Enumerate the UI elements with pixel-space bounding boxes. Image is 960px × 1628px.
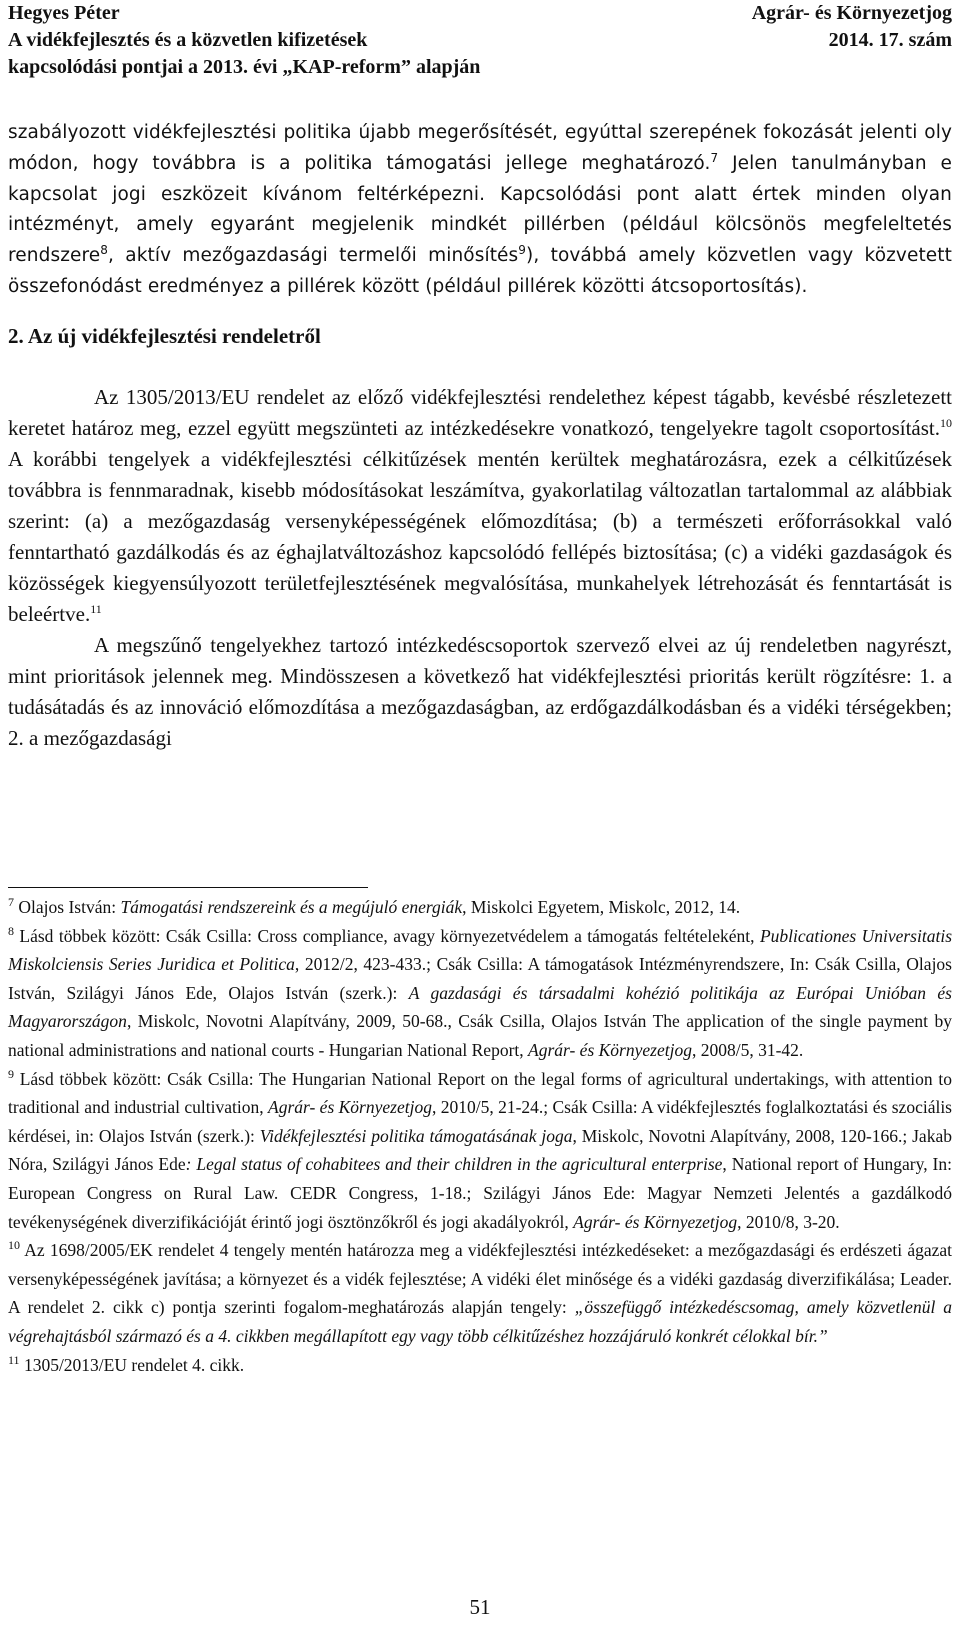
footnote-number: 7	[8, 895, 14, 910]
header-journal: Agrár- és Környezetjog	[751, 2, 952, 24]
text-run: Lásd többek között: Csák Csilla: The Hungarian National Report on the legal forms of agricultural undertakings, with attention to traditional and industrial cultivation,	[8, 1068, 952, 1118]
italic-title: Támogatási rendszereink és a megújuló energiák	[120, 897, 463, 917]
italic-title: Agrár- és Környezetjog	[573, 1211, 738, 1232]
italic-title: Agrár- és Környezetjog	[268, 1097, 432, 1118]
text-run: ), továbbá amely közvetlen vagy közvetett összefonódást eredményez a pillérek között (például pillérek közötti átcsoportosítás).	[8, 245, 952, 297]
header-title-line2: kapcsolódási pontjai a 2013. évi „KAP-reform” alapján	[8, 56, 481, 78]
page-number: 51	[469, 1595, 491, 1619]
text-run: 1305/2013/EU rendelet 4. cikk.	[19, 1354, 245, 1375]
header-right	[752, 0, 952, 54]
text-run: , Miskolci Egyetem, Miskolc, 2012, 14.	[462, 897, 741, 917]
footnote-9	[8, 1065, 952, 1237]
italic-title: : Legal status of cohabitees and their children in the agricultural enterprise	[185, 1154, 723, 1175]
italic-title: A gazdasági és társadalmi kohézió politikája az Európai Unióban és Magyarországon	[8, 982, 952, 1032]
footnotes	[8, 893, 952, 1379]
footnote-ref[interactable]: 8	[100, 243, 109, 258]
footnote-ref[interactable]: 7	[710, 150, 719, 165]
footnote-separator	[8, 887, 368, 888]
page-header	[8, 0, 952, 86]
text-run: , Miskolc, Novotni Alapítvány, 2008, 120-166.; Jakab Nóra, Szilágyi János Ede	[8, 1125, 952, 1175]
text-run: Jelen tanulmányban e kapcsolat jogi eszközeit kívánom feltérképezni. Kapcsolódási pont alatt értek minden olyan intézményt, amely egyaránt megjelenik mindkét pillérben (például kölcsönös megfeleltetés rendszere	[8, 152, 952, 267]
italic-title: Publicationes Universitatis Miskolciensis Series Juridica et Politica	[8, 925, 953, 975]
italic-quote: „összefüggő intézkedéscsomag, amely közvetlenül a végrehajtásból származó és a 4. cikkben megállapított egy vagy több célkitűzéshez hozzájáruló konkrét célokkal bír.”	[8, 1297, 952, 1346]
text-run: A korábbi tengelyek a vidékfejlesztési célkitűzések mentén kerültek meghatározásra, ezek a célkitűzések továbbra is fennmaradnak, kisebb módosításokat leszámítva, gyakorlatilag változatlan tartalommal az alábbiak szerint: (a) a mezőgazdaság versenyképességének előmozdítása; (b) a természeti erőforrásokkal való fenntartható gazdálkodás és az éghajlatváltozáshoz kapcsolódó fellépés biztosítása; (c) a vidéki gazdaságok és közösségek kiegyensúlyozott területfejlesztésének megvalósítása, munkahelyek létrehozását és fenntartását is beleértve.	[8, 446, 952, 626]
paragraph-intro	[8, 118, 952, 303]
footnote-7	[8, 893, 952, 922]
text-run: , National report of Hungary, In: European Congress on Rural Law. CEDR Congress, 1-18.; Szilágyi János Ede: Magyar Nemzeti Jelentés a gazdálkodó tevékenységének diverzifikációját érintő jogi ösztönzőkről és jogi akadályokról,	[8, 1154, 952, 1232]
main-content	[8, 118, 952, 754]
header-left	[8, 0, 480, 81]
footnote-10	[8, 1236, 952, 1350]
text-run: Lásd többek között: Csák Csilla: Cross compliance, avagy környezetvédelem a támogatás feltételeként,	[14, 925, 760, 946]
text-run: Az 1698/2005/EK rendelet 4 tengely mentén határozza meg a vidékfejlesztési intézkedéseket: a mezőgazdasági és erdészeti ágazat versenyképességének javítása; a környezet és a vidék fejlesztése; A vidéki élet minősége és a vidéki gazdaság diverzifikálása; Leader. A rendelet 2. cikk c) pontja szerinti fogalom-meghatározás alapján tengely:	[8, 1240, 952, 1318]
footnote-ref[interactable]: 10	[940, 415, 952, 430]
text-run: Olajos István:	[14, 897, 121, 917]
text-run: , aktív mezőgazdasági termelői minősítés	[108, 245, 519, 267]
paragraph-regulation	[8, 382, 952, 630]
paragraph-priorities: A megszűnő tengelyekhez tartozó intézkedéscsoportok szervező elvei az új rendeletben nagyrészt, mint prioritások jelennek meg. Mindösszesen a következő hat vidékfejlesztési prioritás került rögzítésre: 1. a tudásátadás és az innováció előmozdítása a mezőgazdaságban, az erdőgazdálkodásban és a vidéki térségekben; 2. a mezőgazdasági	[8, 632, 952, 750]
text-run: , 2012/2, 423-433.; Csák Csilla: A támogatások Intézményrendszere, In: Csák Csilla, Olajos István, Szilágyi János Ede, Olajos István (szerk.):	[8, 954, 952, 1003]
header-author: Hegyes Péter	[8, 2, 120, 24]
header-issue: 2014. 17. szám	[828, 29, 952, 51]
footnote-number: 8	[8, 923, 14, 938]
footnote-ref[interactable]: 9	[518, 243, 527, 258]
text-run: , 2010/5, 21-24.; Csák Csilla: A vidékfejlesztés foglalkoztatási és szociális kérdései, in: Olajos István (szerk.):	[8, 1097, 952, 1146]
italic-title: Agrár- és Környezetjog	[528, 1039, 692, 1060]
header-title-line1: A vidékfejlesztés és a közvetlen kifizetések	[8, 29, 368, 51]
text-run: , 2010/8, 3-20.	[737, 1211, 840, 1232]
footnote-number: 10	[8, 1238, 20, 1253]
text-run: , Miskolc, Novotni Alapítvány, 2009, 50-68., Csák Csilla, Olajos István The application of the single payment by national administrations and national courts - Hungarian National Report,	[8, 1011, 952, 1060]
footnote-8	[8, 922, 952, 1065]
italic-title: Vidékfejlesztési politika támogatásának joga	[259, 1125, 573, 1146]
footnote-number: 11	[8, 1352, 20, 1367]
section-heading: 2. Az új vidékfejlesztési rendeletről	[8, 323, 321, 348]
text-run: szabályozott vidékfejlesztési politika újabb megerősítését, egyúttal szerepének fokozását jelenti oly módon, hogy továbbra is a politika támogatási jellege meghatározó.	[8, 122, 952, 174]
text-run: , 2008/5, 31-42.	[691, 1039, 804, 1060]
footnote-11	[8, 1351, 952, 1380]
footnote-ref[interactable]: 11	[90, 601, 102, 616]
footnote-number: 9	[8, 1066, 14, 1081]
text-run: Az 1305/2013/EU rendelet az előző vidékfejlesztési rendelethez képest tágabb, kevésbé részletezett keretet határoz meg, ezzel együtt megszünteti az intézkedésekre vonatkozó, tengelyekre tagolt csoportosítást.	[8, 384, 952, 440]
